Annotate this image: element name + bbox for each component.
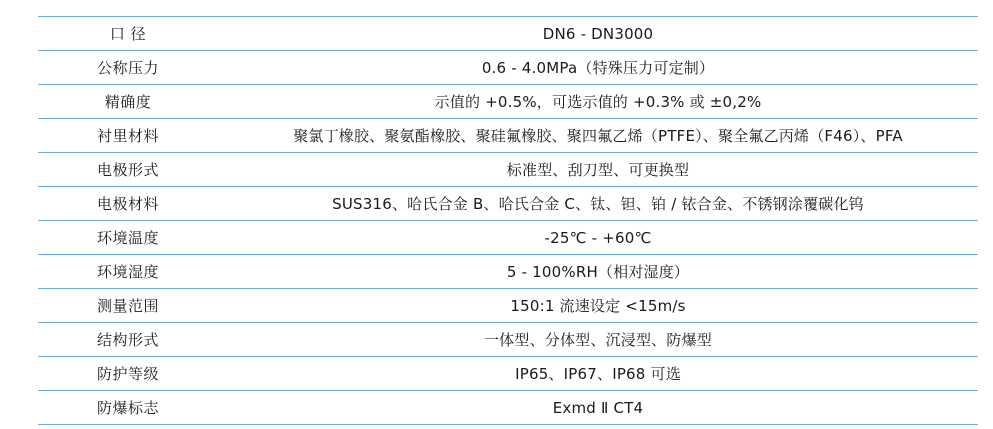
row-value-electrode-material: SUS316、哈氏合金 B、哈氏合金 C、钛、钽、铂 / 铱合金、不锈钢涂覆碳化钨: [218, 187, 978, 221]
row-value-protection-class: IP65、IP67、IP68 可选: [218, 357, 978, 391]
spec-table-body: [38, 17, 978, 425]
row-value-ambient-humidity: 5 - 100%RH（相对湿度）: [218, 255, 978, 289]
row-label-nominal-pressure: 公称压力: [38, 51, 218, 85]
row-label-protection-class: 防护等级: [38, 357, 218, 391]
row-label-accuracy: 精确度: [38, 85, 218, 119]
row-label-electrode-type: 电极形式: [38, 153, 218, 187]
table-row: [38, 391, 978, 425]
table-row: [38, 51, 978, 85]
table-row: [38, 323, 978, 357]
row-label-caliber: 口 径: [38, 17, 218, 51]
row-label-measuring-range: 测量范围: [38, 289, 218, 323]
row-label-ambient-humidity: 环境湿度: [38, 255, 218, 289]
row-value-electrode-type: 标准型、刮刀型、可更换型: [218, 153, 978, 187]
table-row: [38, 255, 978, 289]
row-label-structure-type: 结构形式: [38, 323, 218, 357]
spec-table: [38, 16, 978, 425]
row-value-caliber: DN6 - DN3000: [218, 17, 978, 51]
row-value-explosion-proof-mark: Exmd Ⅱ CT4: [218, 391, 978, 425]
row-value-ambient-temperature: -25℃ - +60℃: [218, 221, 978, 255]
table-row: [38, 187, 978, 221]
table-row: [38, 17, 978, 51]
row-label-electrode-material: 电极材料: [38, 187, 218, 221]
row-label-lining-material: 衬里材料: [38, 119, 218, 153]
table-row: [38, 85, 978, 119]
row-value-accuracy: 示值的 +0.5%，可选示值的 +0.3% 或 ±0,2%: [218, 85, 978, 119]
row-value-measuring-range: 150:1 流速设定 <15m/s: [218, 289, 978, 323]
row-value-structure-type: 一体型、分体型、沉浸型、防爆型: [218, 323, 978, 357]
table-row: [38, 221, 978, 255]
table-row: [38, 153, 978, 187]
table-row: [38, 357, 978, 391]
row-value-lining-material: 聚氯丁橡胶、聚氨酯橡胶、聚硅氟橡胶、聚四氟乙烯（PTFE）、聚全氟乙丙烯（F46）、PFA: [218, 119, 978, 153]
row-label-explosion-proof-mark: 防爆标志: [38, 391, 218, 425]
row-label-ambient-temperature: 环境温度: [38, 221, 218, 255]
table-row: [38, 119, 978, 153]
row-value-nominal-pressure: 0.6 - 4.0MPa（特殊压力可定制）: [218, 51, 978, 85]
table-row: [38, 289, 978, 323]
